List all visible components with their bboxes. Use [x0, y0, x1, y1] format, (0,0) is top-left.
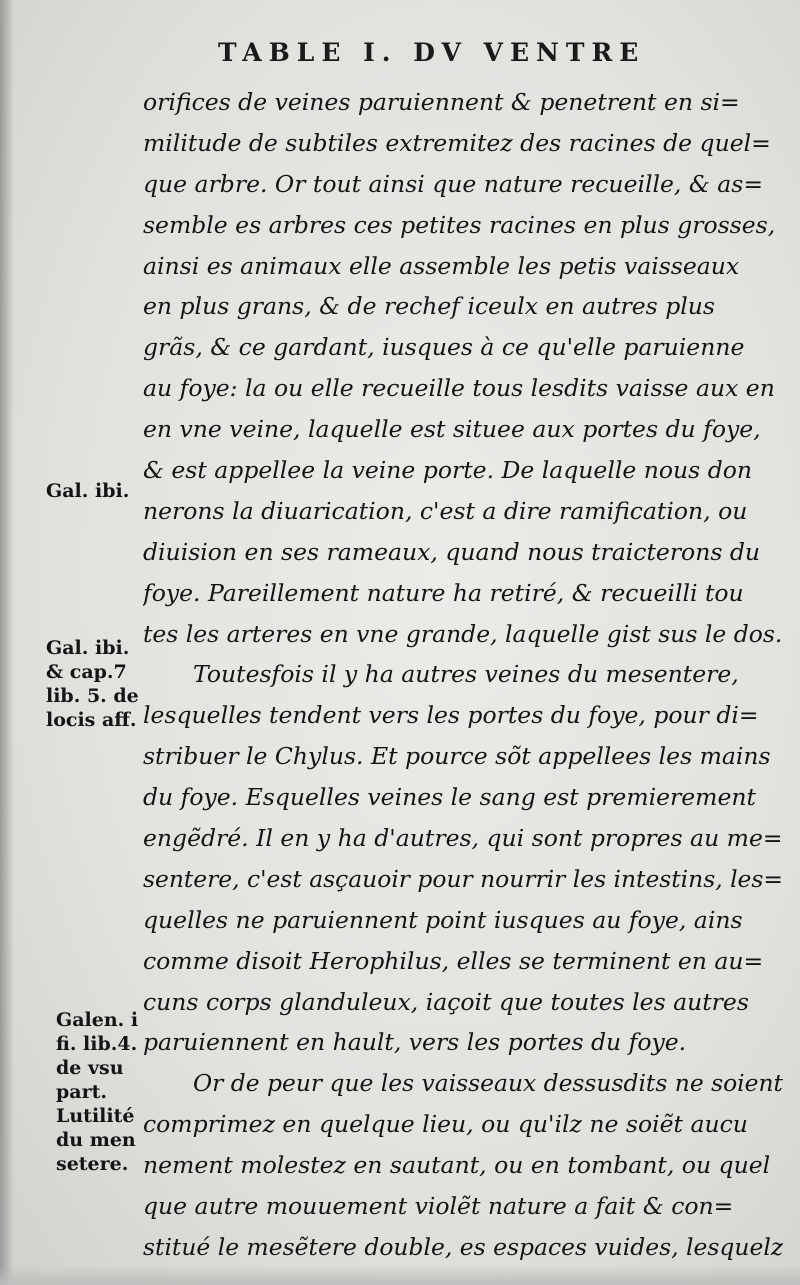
- margin-note-line: & cap.7: [46, 661, 127, 683]
- text-line: cuns corps glanduleux, iaçoit que toutes les autres: [143, 987, 749, 1016]
- text-line: stribuer le Chylus. Et pource sõt appellees les mains: [143, 742, 771, 771]
- margin-note-line: Lutilité: [56, 1105, 135, 1127]
- text-line: engẽdré. Il en y ha d'autres, qui sont propres au me=: [143, 824, 783, 853]
- text-line: & est appellee la veine porte. De laquelle nous don: [143, 456, 753, 485]
- margin-note-line: setere.: [56, 1153, 129, 1175]
- text-line: diuision en ses rameaux, quand nous traicterons du: [143, 537, 761, 566]
- text-line: au foye: la ou elle recueille tous lesdits vaisse aux en: [143, 374, 775, 403]
- text-line: que arbre. Or tout ainsi que nature recueille, & as=: [143, 169, 764, 198]
- text-line: sentere, c'est asçauoir pour nourrir les intestins, les=: [143, 864, 783, 893]
- margin-note-line: Galen. i: [56, 1009, 139, 1031]
- margin-note-line: de vsu: [56, 1057, 124, 1079]
- margin-note-line: Gal. ibi.: [46, 637, 130, 659]
- paragraph-start-line: Toutesfois il y ha autres veines du mesentere,: [193, 660, 739, 689]
- running-head: TABLE I. DV VENTRE: [218, 38, 646, 67]
- text-line: tes les arteres en vne grande, laquelle gist sus le dos.: [143, 619, 783, 648]
- margin-note: [56, 1008, 138, 1176]
- paragraph-start-line: Or de peur que les vaisseaux dessusdits ne soient: [193, 1069, 783, 1098]
- margin-note-line: fi. lib.4.: [56, 1033, 138, 1055]
- margin-note-line: lib. 5. de: [46, 685, 139, 707]
- body-text: [143, 82, 783, 1268]
- text-line: paruiennent en hault, vers les portes du foye.: [143, 1028, 687, 1057]
- margin-note-line: part.: [56, 1081, 107, 1103]
- text-line: semble es arbres ces petites racines en plus grosses,: [143, 210, 776, 239]
- text-line: nement molestez en sautant, ou en tombant, ou quel: [143, 1151, 771, 1180]
- text-line: du foye. Esquelles veines le sang est premierement: [143, 783, 756, 812]
- text-line: en vne veine, laquelle est situee aux portes du foye,: [143, 415, 761, 444]
- text-line: stitué le mesẽtere double, es espaces vuides, lesquelz: [143, 1232, 783, 1261]
- text-line: foye. Pareillement nature ha retiré, & recueilli tou: [143, 578, 744, 607]
- margin-note-line: locis aff.: [46, 709, 137, 731]
- page-edge-shadow: [0, 1265, 800, 1285]
- text-line: ainsi es animaux elle assemble les petis vaisseaux: [143, 251, 740, 280]
- text-line: que autre mouuement violẽt nature a fait & con=: [143, 1192, 734, 1221]
- text-line: militude de subtiles extremitez des racines de quel=: [143, 128, 771, 157]
- text-line: comprimez en quelque lieu, ou qu'ilz ne soiẽt aucu: [143, 1110, 748, 1139]
- text-line: nerons la diuarication, c'est a dire ramification, ou: [143, 496, 748, 525]
- margin-note-line: Gal. ibi.: [46, 480, 130, 502]
- text-line: grãs, & ce gardant, iusques à ce qu'elle paruienne: [143, 333, 745, 362]
- text-line: orifices de veines paruiennent & penetrent en si=: [143, 88, 740, 116]
- text-line: quelles ne paruiennent point iusques au foye, ains: [143, 905, 743, 934]
- text-line: en plus grans, & de rechef iceulx en autres plus: [143, 292, 715, 321]
- margin-note-line: du men: [56, 1129, 136, 1151]
- text-line: lesquelles tendent vers les portes du foye, pour di=: [143, 701, 759, 730]
- text-line: comme disoit Herophilus, elles se terminent en au=: [143, 946, 764, 975]
- margin-note: [46, 636, 139, 732]
- margin-note: [46, 479, 129, 503]
- gutter-shadow: [0, 0, 14, 1285]
